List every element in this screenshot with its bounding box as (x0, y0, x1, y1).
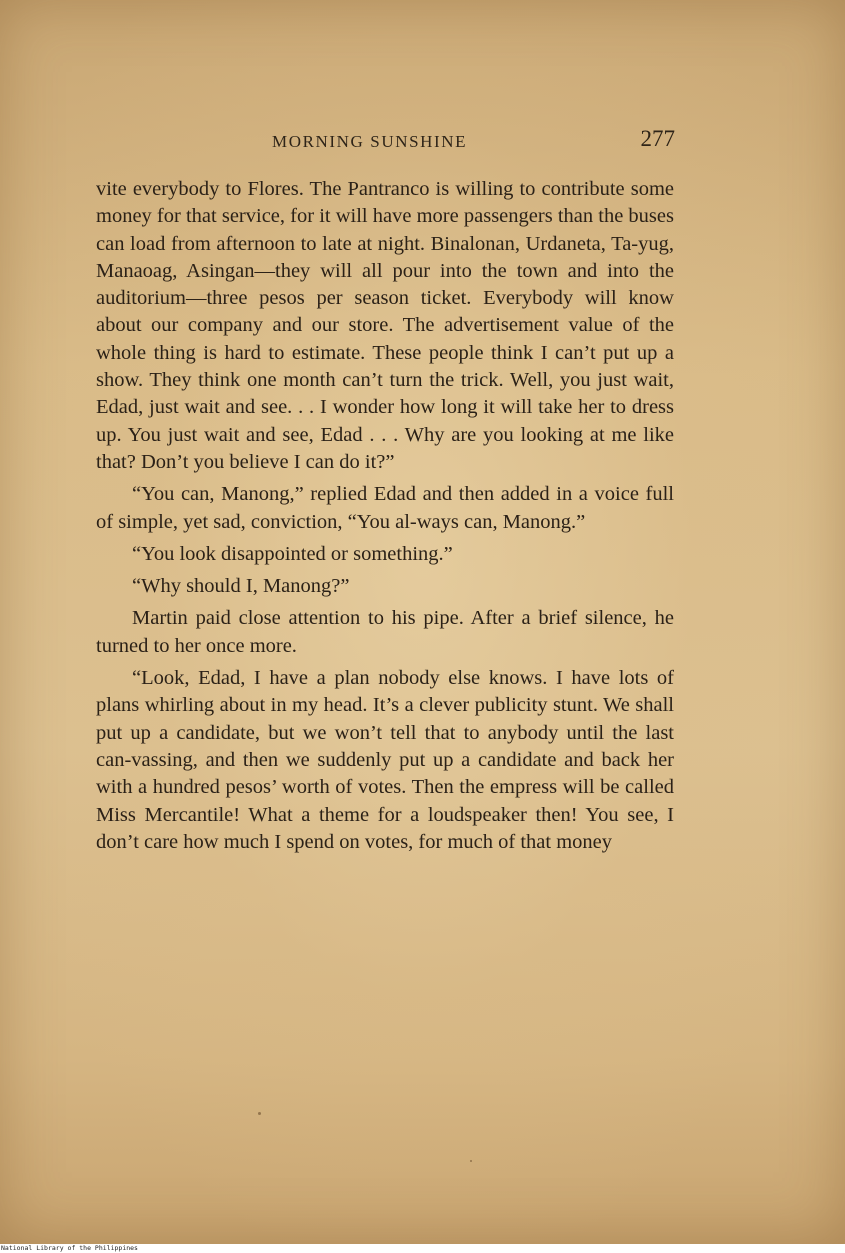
paper-speck (470, 1160, 472, 1162)
paragraph: “Look, Edad, I have a plan nobody else knows. I have lots of plans whirling about in my head. It’s a clever publicity stunt. We shall put up a candidate, but we won’t tell that to anybody until the last can-vassing, and then we suddenly put up a candidate and back her with a hundred pesos’ worth of votes. Then the empress will be called Miss Mercantile! What a theme for a loudspeaker then! You see, I don’t care how much I spend on votes, for much of that money (96, 667, 674, 853)
running-title: MORNING SUNSHINE (272, 132, 468, 151)
paragraph: “You can, Manong,” replied Edad and then added in a voice full of simple, yet sad, conviction, “You al-ways can, Manong.” (96, 483, 674, 533)
footer-credit: National Library of the Philippines (1, 1244, 138, 1252)
page-header (96, 128, 673, 158)
body-text (96, 176, 674, 856)
paragraph: “You look disappointed or something.” (132, 542, 453, 565)
paragraph: vite everybody to Flores. The Pantranco is willing to contribute some money for that service, for it will have more passengers than the buses can load from afternoon to late at night. Binalonan, Urdaneta, Ta-yug, Manaoag, Asingan—they will all pour into the town and into the auditorium—three pesos per season ticket. Everybody will know about our company and our store. The advertisement value of the whole thing is hard to estimate. These people think I can’t put up a show. They think one month can’t turn the trick. Well, you just wait, Edad, just wait and see. . . I wonder how long it will take her to dress up. You just wait and see, Edad . . . Why are you looking at me like that? Don’t you believe I can do it?” (96, 178, 674, 473)
paper-speck (258, 1112, 261, 1115)
paragraph: “Why should I, Manong?” (132, 575, 350, 598)
paragraph: Martin paid close attention to his pipe. After a brief silence, he turned to her once more. (96, 607, 674, 657)
page-number: 277 (640, 126, 675, 151)
